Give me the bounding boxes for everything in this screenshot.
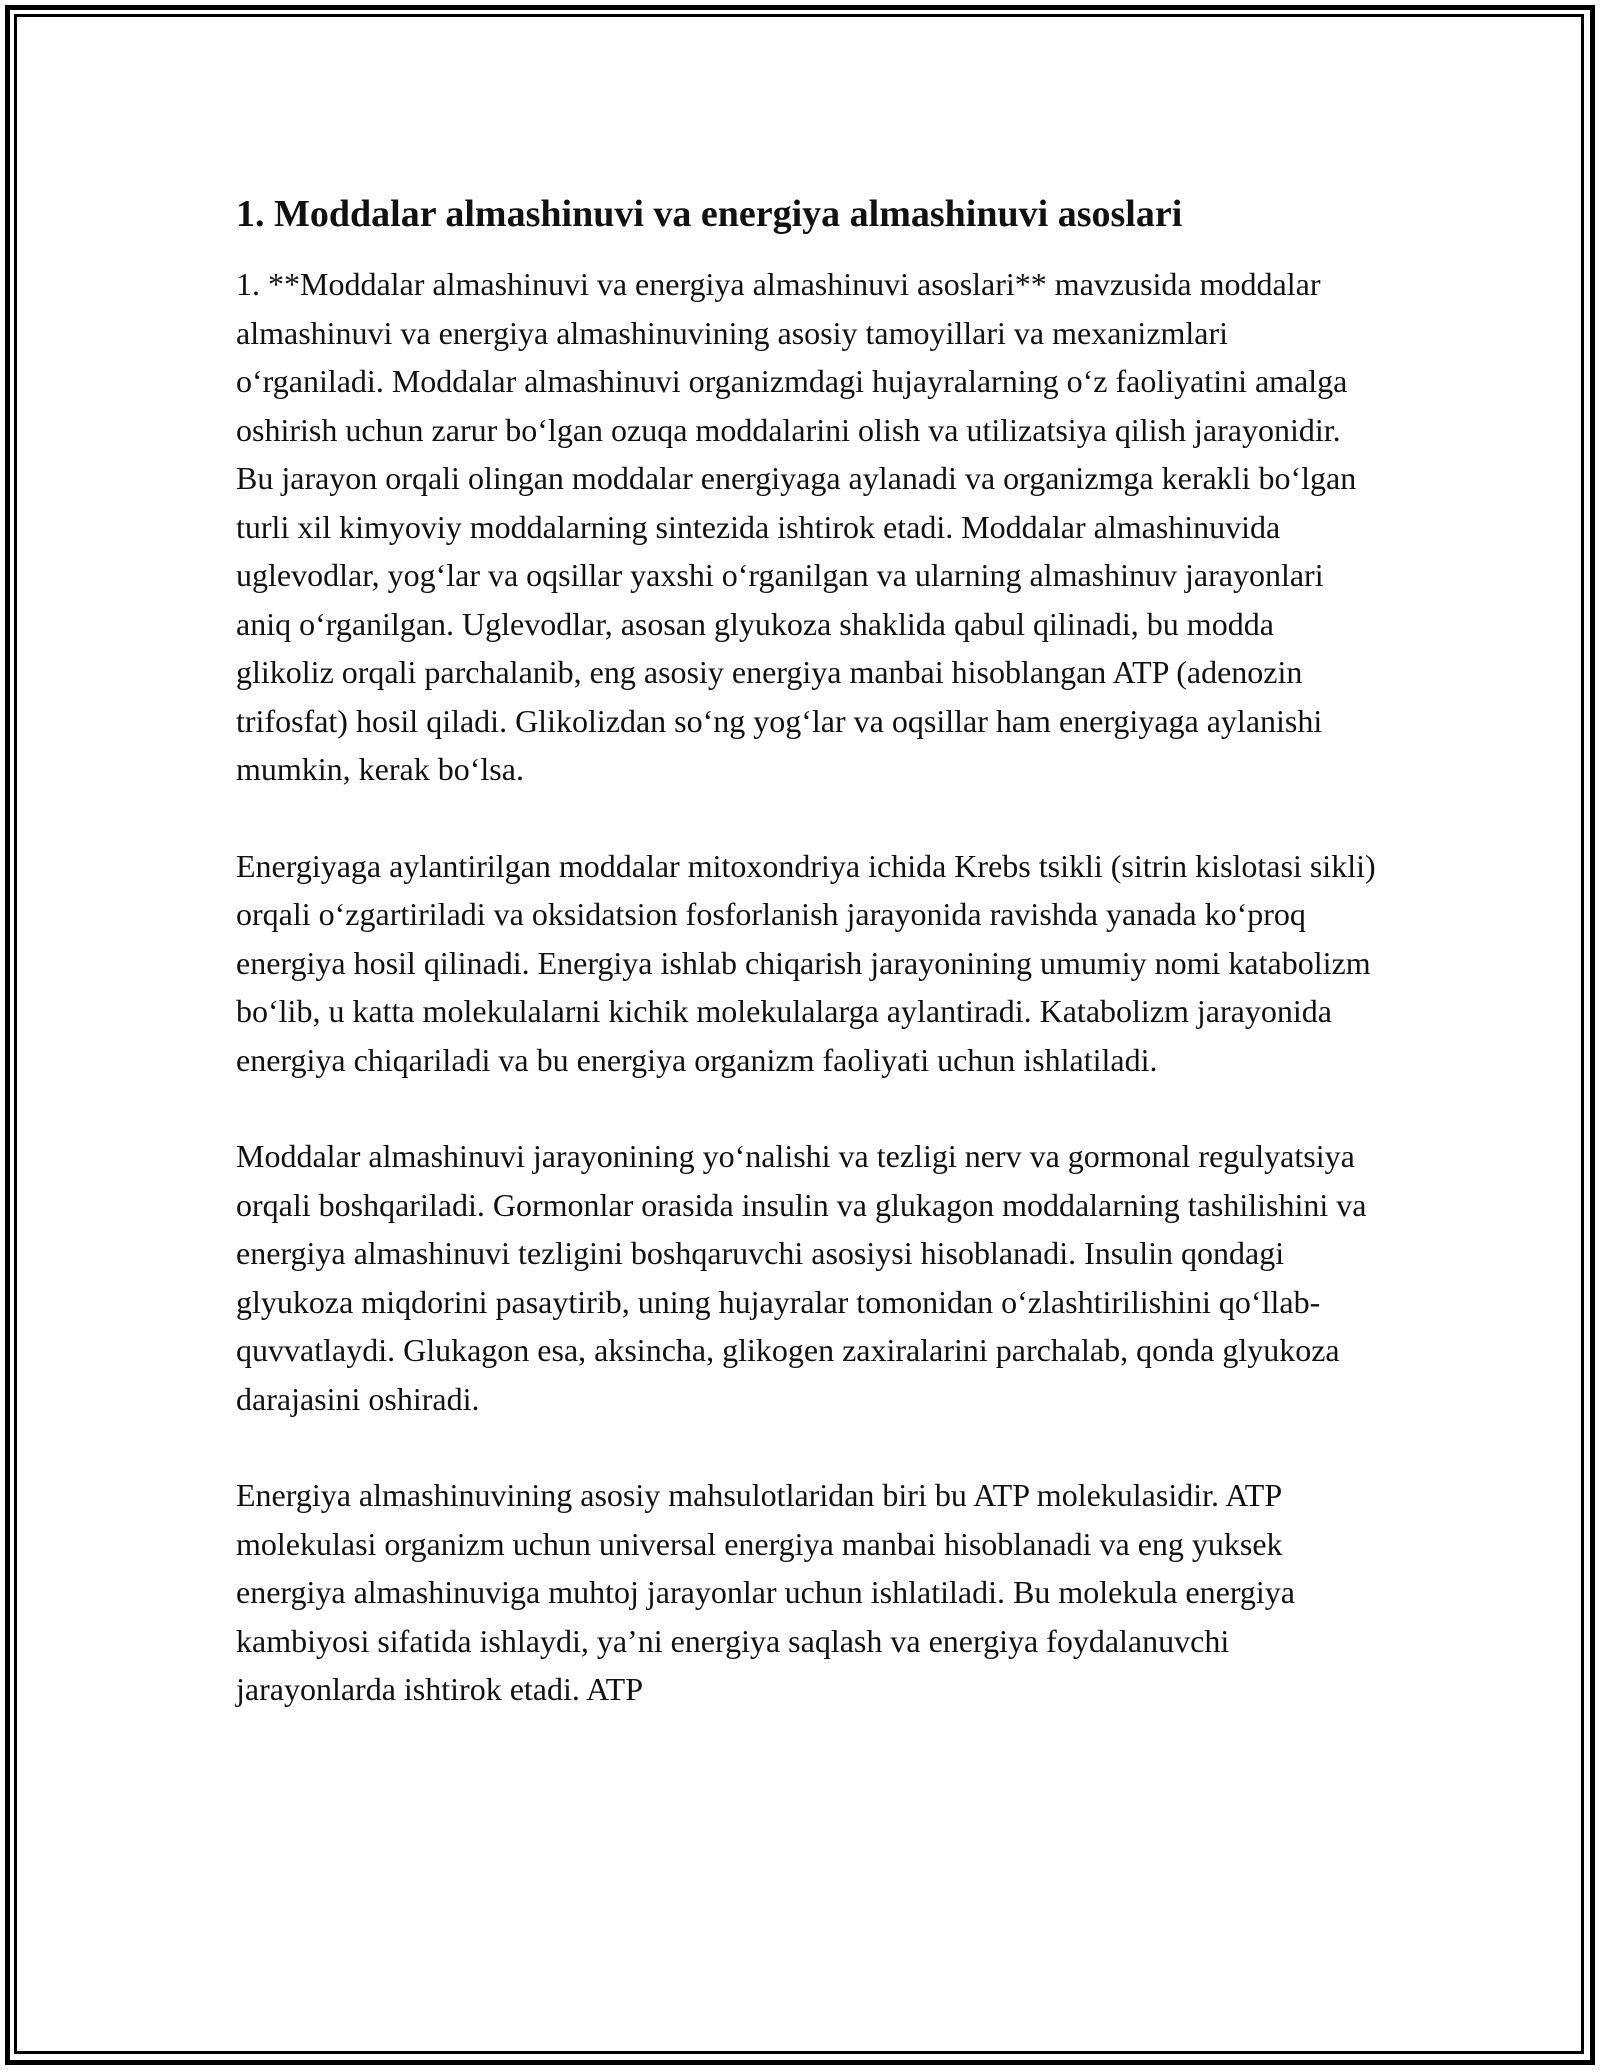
paragraph-3: Moddalar almashinuvi jarayonining yo‘nalishi va tezligi nerv va gormonal regulyatsiya orqali boshqariladi. Gormonlar orasida insulin va glukagon moddalarning tashilishini va energiya almashinuvi tezligini boshqaruvchi asosiysi hisoblanadi. Insulin qondagi glyukoza miqdorini pasaytirib, uning hujayralar tomonidan o‘zlashtirilishini qo‘llab-quvvatlaydi. Glukagon esa, aksincha, glikogen zaxiralarini parchalab, qonda glyukoza darajasini oshiradi.	[236, 1138, 1367, 1417]
paragraph-2: Energiyaga aylantirilgan moddalar mitoxondriya ichida Krebs tsikli (sitrin kislotasi sikli) orqali o‘zgartiriladi va oksidatsion fosforlanish jarayonida ravishda yanada ko‘proq energiya hosil qilinadi. Energiya ishlab chiqarish jarayonining umumiy nomi katabolizm bo‘lib, u katta molekulalarni kichik molekulalarga aylantiradi. Katabolizm jarayonida energiya chiqariladi va bu energiya organizm faoliyati uchun ishlatiladi.	[236, 847, 1376, 1078]
paragraph-4: Energiya almashinuvining asosiy mahsulotlaridan biri bu ATP molekulasidir. ATP molekulasi organizm uchun universal energiya manbai hisoblanadi va eng yuksek energiya almashinuviga muhtoj jarayonlar uchun ishlatiladi. Bu molekula energiya kambiyosi sifatida ishlaydi, ya’ni energiya saqlash va energiya foydalanuvchi jarayonlarda ishtirok etadi. ATP	[236, 1477, 1295, 1707]
section-heading: 1. Moddalar almashinuvi va energiya almashinuvi asoslari	[236, 193, 1183, 235]
paragraph-1: 1. **Moddalar almashinuvi va energiya almashinuvi asoslari** mavzusida moddalar almashinuvi va energiya almashinuvining asosiy tamoyillari va mexanizmlari o‘rganiladi. Moddalar almashinuvi organizmdagi hujayralarning o‘z faoliyatini amalga oshirish uchun zarur bo‘lgan ozuqa moddalarini olish va utilizatsiya qilish jarayonidir. Bu jarayon orqali olingan moddalar energiyaga aylanadi va organizmga kerakli bo‘lgan turli xil kimyoviy moddalarning sintezida ishtirok etadi. Moddalar almashinuvida uglevodlar, yog‘lar va oqsillar yaxshi o‘rganilgan va ularning almashinuv jarayonlari aniq o‘rganilgan. Uglevodlar, asosan glyukoza shaklida qabul qilinadi, bu modda glikoliz orqali parchalanib, eng asosiy energiya manbai hisoblangan ATP (adenozin trifosfat) hosil qiladi. Glikolizdan so‘ng yog‘lar va oqsillar ham energiyaga aylanishi mumkin, kerak bo‘lsa.	[236, 266, 1357, 787]
document-body	[236, 188, 1376, 1714]
